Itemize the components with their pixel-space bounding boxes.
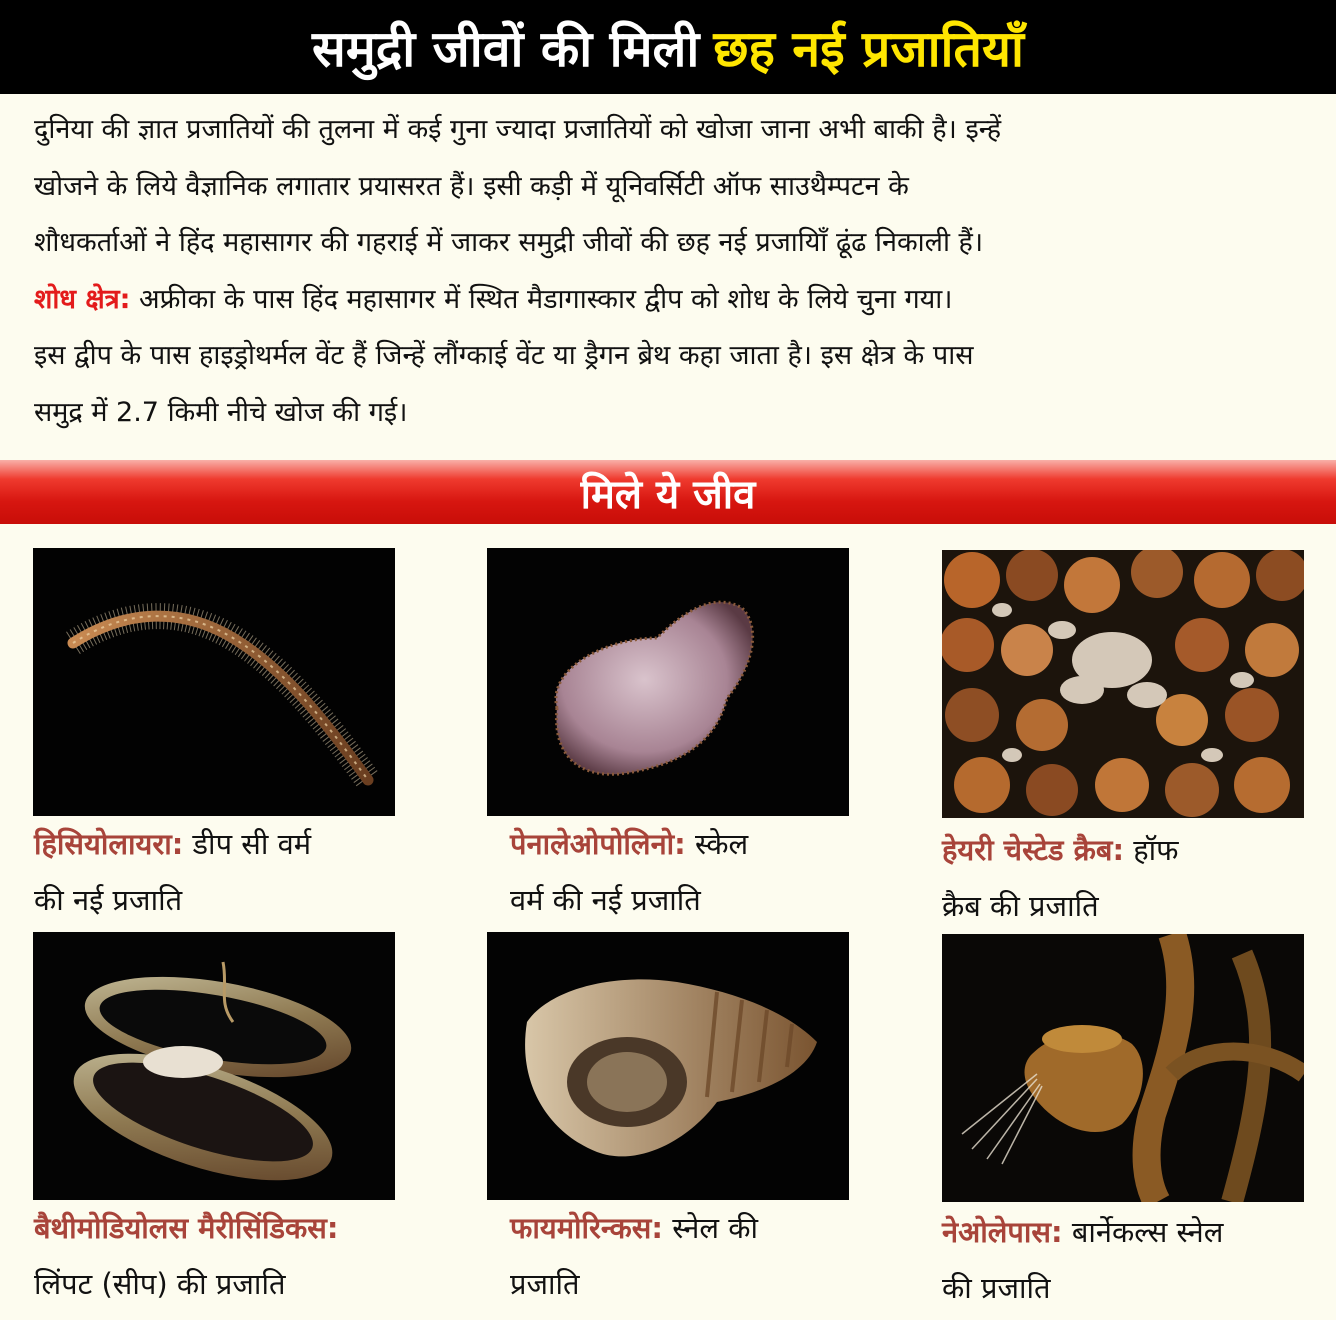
species-desc: स्केल [695,827,749,861]
title-main: समुद्री जीवों की मिली [312,20,700,78]
species-desc: बार्नेकल्स स्नेल [1071,1215,1224,1249]
intro-line: समुद्र में 2.7 किमी नीचे खोज की गई। [34,396,408,428]
intro-paragraph [34,102,1296,441]
species-desc: डीप सी वर्म [192,827,312,861]
species-desc: क्रैब की प्रजाति [942,889,1099,923]
species-name: पेनालेओपोलिनो: [510,827,686,861]
section-title: मिले ये जीव [580,471,756,518]
species-name: हेयरी चेस्टेड क्रैब: [942,833,1125,867]
photo-barnacle [942,934,1304,1202]
species-desc: हॉफ [1133,833,1179,867]
species-name: हिसियोलायरा: [34,827,184,861]
species-desc: प्रजाति [510,1267,580,1301]
species-desc: की प्रजाति [942,1271,1051,1305]
species-desc: लिंपट (सीप) की प्रजाति [34,1267,286,1301]
intro-line [34,272,1296,329]
photo-scale-worm [487,548,849,816]
title-highlight: छह नई प्रजातियाँ [713,20,1024,78]
species-caption-5 [510,1200,890,1312]
photo-mussel [33,932,395,1200]
species-caption-6 [942,1204,1322,1316]
species-desc: वर्म की नई प्रजाति [510,883,701,917]
photo-deep-sea-worm [33,548,395,816]
intro-line: खोजने के लिये वैज्ञानिक लगातार प्रयासरत हैं। इसी कड़ी में यूनिवर्सिटी ऑफ साउथैम्पटन के [34,170,909,202]
species-caption-3 [942,822,1322,934]
photo-snail-shell [487,932,849,1200]
page-header [0,0,1336,94]
photo-hoff-crabs [942,550,1304,818]
species-caption-1 [34,816,434,928]
species-name: नेओलेपास: [942,1215,1063,1249]
species-desc: की नई प्रजाति [34,883,183,917]
species-caption-2 [510,816,890,928]
species-caption-4 [34,1200,474,1312]
species-name: फायमोरिन्कस: [510,1211,663,1245]
section-banner [0,460,1336,524]
research-label: शोध क्षेत्र: [34,283,131,315]
intro-line: दुनिया की ज्ञात प्रजातियों की तुलना में कई गुना ज्यादा प्रजातियों को खोजा जाना अभी बाकी है। इन्हें [34,114,1002,145]
intro-line: इस द्वीप के पास हाइड्रोथर्मल वेंट हैं जिन्हें लौंग्काई वेंट या ड्रैगन ब्रेथ कहा जाता है। इस क्षेत्र के पास [34,340,974,371]
species-name: बैथीमोडियोलस मैरीसिंडिकस: [34,1211,339,1245]
species-desc: स्नेल की [672,1211,759,1245]
research-text: अफ्रीका के पास हिंद महासागर में स्थित मैडागास्कार द्वीप को शोध के लिये चुना गया। [139,283,953,315]
intro-line: शौधकर्ताओं ने हिंद महासागर की गहराई में जाकर समुद्री जीवों की छह नई प्रजायिाँ ढूंढ निकाली हैं। [34,227,984,258]
